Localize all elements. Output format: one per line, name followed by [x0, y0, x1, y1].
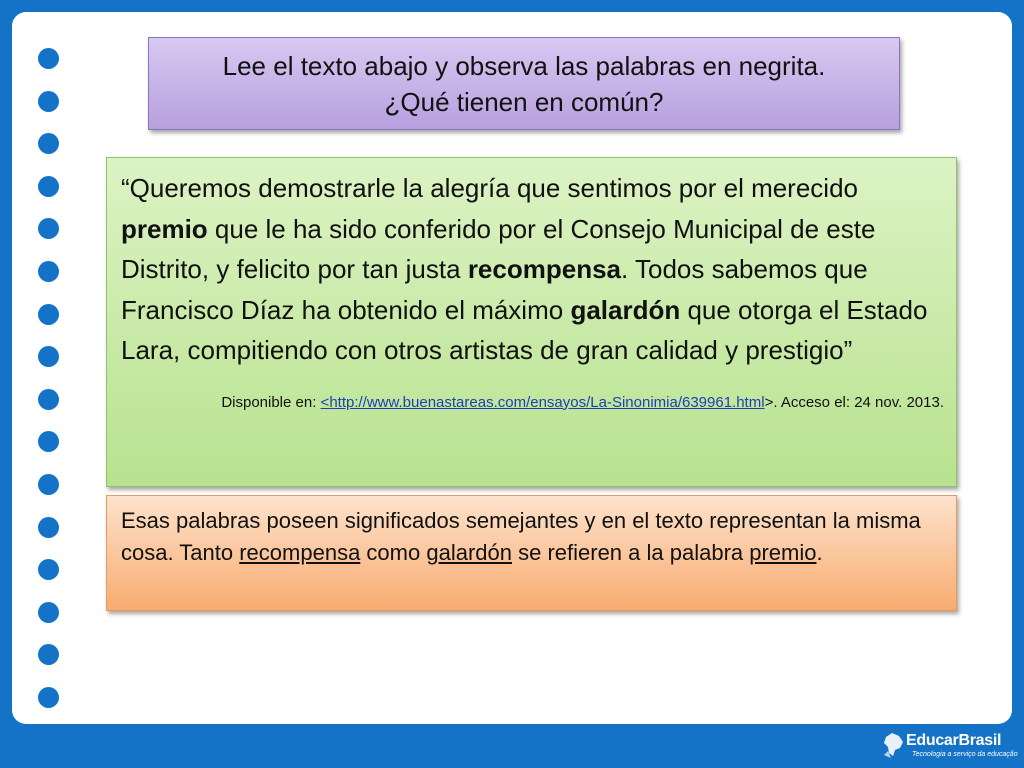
notebook-dots	[38, 48, 62, 730]
logo-tagline: Tecnologia a serviço da educação	[912, 751, 1018, 758]
binder-dot	[38, 602, 59, 623]
answer-part: como	[360, 540, 427, 565]
underlined-word-galardon: galardón	[426, 540, 512, 565]
quote-text	[121, 168, 944, 371]
binder-dot	[38, 176, 59, 197]
binder-dot	[38, 644, 59, 665]
binder-dot	[38, 431, 59, 452]
binder-dot	[38, 517, 59, 538]
binder-dot	[38, 218, 59, 239]
quote-part: “Queremos demostrarle la alegría que sentimos por el merecido	[121, 173, 859, 203]
underlined-word-premio: premio	[749, 540, 817, 565]
source-link[interactable]	[321, 394, 765, 411]
answer-part: se refieren a la palabra	[511, 540, 750, 565]
answer-part: Esas palabras poseen significados semejantes y en el texto representan la misma cosa. Tanto	[121, 508, 921, 565]
binder-dot	[38, 133, 59, 154]
quote-box	[106, 157, 957, 487]
binder-dot	[38, 91, 59, 112]
bold-word-galardon: galardón	[570, 294, 681, 325]
link-open: <	[320, 393, 330, 411]
binder-dot	[38, 559, 59, 580]
underlined-word-recompensa: recompensa	[239, 540, 361, 565]
logo-name: EducarBrasil	[906, 732, 1002, 749]
question-line-2: ¿Qué tienen en común?	[384, 87, 664, 117]
binder-dot	[38, 389, 59, 410]
question-line-1: Lee el texto abajo y observa las palabras en negrita.	[222, 51, 826, 81]
answer-box	[106, 495, 957, 611]
source-prefix: Disponible en:	[221, 393, 321, 411]
binder-dot	[38, 304, 59, 325]
link-close: >	[764, 393, 774, 411]
quote-part: . Todos sabemos que Francisco Díaz ha obtenido el máximo	[121, 254, 868, 325]
binder-dot	[38, 261, 59, 282]
binder-dot	[38, 346, 59, 367]
brazil-map-icon	[882, 731, 904, 759]
binder-dot	[38, 474, 59, 495]
link-url: http://www.buenastareas.com/ensayos/La-Sinonimia/639961.html	[329, 393, 765, 411]
question-box	[148, 37, 900, 130]
source-suffix: . Acceso el: 24 nov. 2013.	[773, 393, 944, 411]
educarbrasil-logo	[882, 729, 1018, 763]
quote-part: que otorga el Estado Lara, compitiendo con otros artistas de gran calidad y prestigio”	[121, 294, 928, 365]
binder-dot	[38, 687, 59, 708]
source-citation	[121, 391, 944, 415]
bold-word-recompensa: recompensa	[467, 254, 621, 284]
binder-dot	[38, 48, 59, 69]
quote-part: que le ha sido conferido por el Consejo Municipal de este Distrito, y felicito por tan justa	[121, 213, 876, 284]
bold-word-premio: premio	[121, 213, 208, 244]
answer-part: .	[816, 540, 823, 565]
